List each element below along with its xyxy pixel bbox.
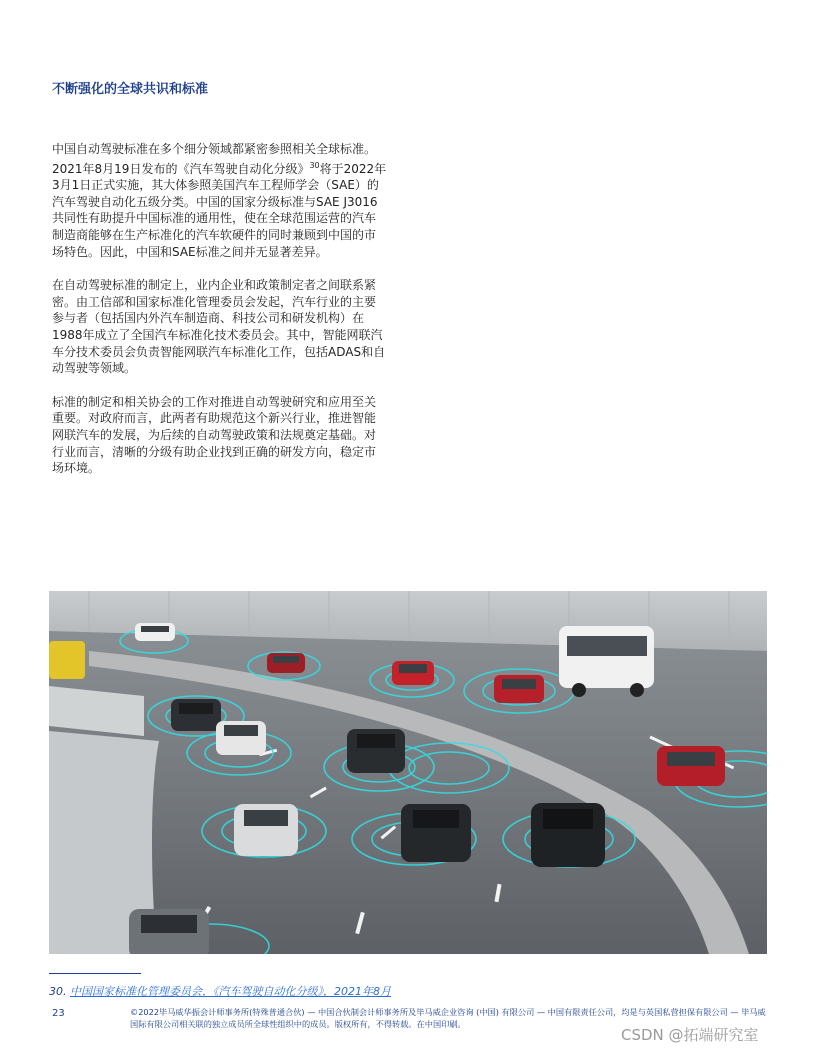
footnote-ref[interactable]: 30 <box>309 160 320 170</box>
footnote <box>49 983 391 999</box>
highway-autonomous-cars-photo <box>49 591 767 954</box>
page-number: 23 <box>52 1008 65 1019</box>
footnote-link[interactable]: 中国国家标准化管理委员会，《汽车驾驶自动化分级》，2021年8月 <box>70 985 391 998</box>
paragraph: 中国自动驾驶标准在多个细分领域都紧密参照相关全球标准。2021年8月19日发布的《汽车驾驶自动化分级》$^{30}$将于2022年3月1日正式实施，其大体参照美国汽车工程师学会（SAE）的汽车驾驶自动化五级分类。中国的国家分级标准与SAE J3016共同性有助提升中国标准的通用性，使在全球范围运营的汽车制造商能够在生产标准化的汽车软硬件的同时兼顾到中国的市场特色。因此，中国和SAE标准之间并无显著差异。 <box>52 142 387 259</box>
body-text <box>52 141 387 494</box>
legal-notice: ©2022毕马威华振会计师事务所(特殊普通合伙) — 中国合伙制会计师事务所及毕马威企业咨询 (中国) 有限公司 — 中国有限责任公司，均是与英国私营担保有限公司 — 毕马威国际有限公司相关联的独立成员所全球性组织中的成员。版权所有，不得转载。在中国印刷。 <box>130 1007 766 1029</box>
watermark: CSDN @拓端研究室 <box>621 1026 759 1044</box>
footnote-divider <box>49 973 141 974</box>
section-heading: 不断强化的全球共识和标准 <box>52 82 209 97</box>
footnote-number: 30. <box>49 985 67 998</box>
paragraph: 标准的制定和相关协会的工作对推进自动驾驶研究和应用至关重要。对政府而言，此两者有助规范这个新兴行业，推进智能网联汽车的发展，为后续的自动驾驶政策和法规奠定基础。对行业而言，清晰的分级有助企业找到正确的研发方向，稳定市场环境。 <box>52 394 377 476</box>
paragraph: 在自动驾驶标准的制定上，业内企业和政策制定者之间联系紧密。由工信部和国家标准化管理委员会发起，汽车行业的主要参与者（包括国内外汽车制造商、科技公司和研发机构）在1988年成立了全国汽车标准化技术委员会。其中，智能网联汽车分技术委员会负责智能网联汽车标准化工作，包括ADAS和自动驾驶等领域。 <box>52 278 386 376</box>
